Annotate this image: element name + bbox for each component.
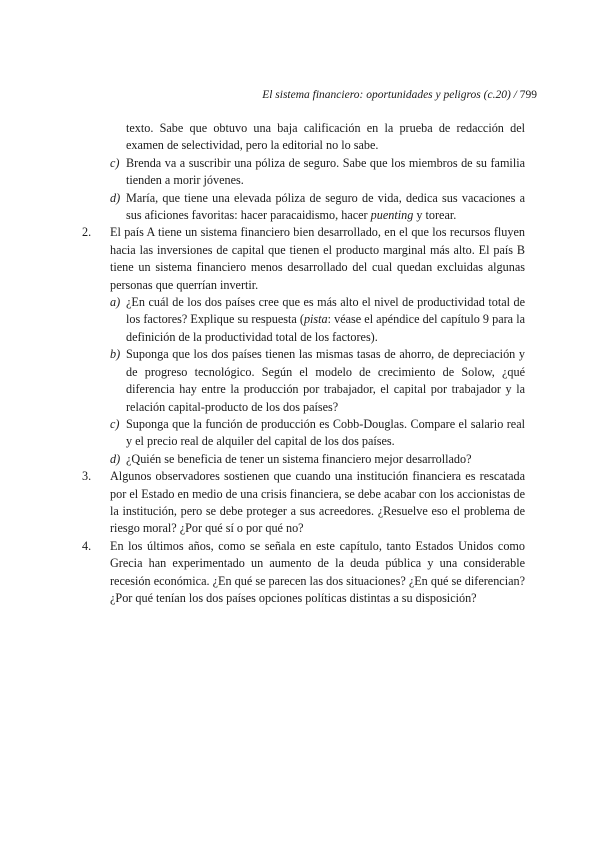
question-number: 3. — [82, 469, 92, 484]
item-text: María, que tiene una elevada póliza de seguro de vida, dedica sus vacaciones a sus aficiones favoritas: hacer paracaidismo, hacer — [126, 190, 525, 223]
question-text: En los últimos años, como se señala en este capítulo, tanto Estados Unidos como Grecia han experimentado un aumento de la deuda pública y una considerable recesión económica. ¿En qué se parecen las dos situaciones? ¿En qué se diferencian? ¿Por qué tenían los dos países opciones políticas distintas a su disposición? — [110, 538, 525, 605]
item-c-prev — [96, 155, 525, 190]
q2-item-c — [110, 416, 525, 451]
question-2 — [82, 224, 525, 468]
q2-item-b — [110, 346, 525, 416]
item-text-italic: pista — [303, 312, 328, 327]
item-label: c) — [110, 155, 120, 170]
item-text: ¿Quién se beneficia de tener un sistema financiero mejor desarrollado? — [126, 451, 472, 466]
item-text: Brenda va a suscribir una póliza de seguro. Sabe que los miembros de su familia tienden a morir jóvenes. — [126, 155, 525, 188]
question-number: 2. — [82, 225, 92, 240]
question-3 — [82, 468, 525, 538]
item-text: ¿En cuál de los dos países cree que es más alto el nivel de productividad total de los factores? Explique su respuesta ( — [126, 295, 525, 327]
running-title: El sistema financiero: oportunidades y peligros (c.20) — [262, 89, 511, 101]
item-label: b) — [110, 347, 121, 362]
q2-item-a — [110, 294, 525, 346]
item-text: Suponga que los dos países tienen las mismas tasas de ahorro, de depreciación y de progreso tecnológico. Según el modelo de crecimiento de Solow, ¿qué diferencia hay entre la producción por trabajador, el capital por trabajador y la relación capital-producto de los dos países? — [126, 347, 525, 414]
continuation-text: texto. Sabe que obtuvo una baja calificación en la prueba de redacción del examen de selectividad, pero la editorial no lo sabe. — [126, 121, 525, 153]
item-text-after: y torear. — [413, 208, 457, 223]
q2-item-d — [110, 451, 525, 468]
item-text-italic: puenting — [370, 208, 414, 223]
item-d-prev — [96, 190, 525, 225]
question-4 — [82, 538, 525, 608]
item-label: d) — [110, 190, 121, 205]
item-label: c) — [110, 416, 120, 431]
page-number: 799 — [519, 89, 537, 101]
item-text-after: : véase el apéndice del capítulo 9 para la definición de la productividad total de los factores). — [126, 312, 525, 344]
item-text: Suponga que la función de producción es Cobb-Douglas. Compare el salario real y el precio real de alquiler del capital de los dos países. — [126, 416, 525, 449]
question-text: El país A tiene un sistema financiero bien desarrollado, en el que los recursos fluyen hacia las inversiones de capital que tienen el producto marginal más alto. El país B tiene un sistema financiero menos desarrollado del cual quedan excluidas algunas personas que querrían invertir. — [110, 225, 525, 292]
question-text: Algunos observadores sostienen que cuando una institución financiera es rescatada por el Estado en medio de una crisis financiera, se debe acabar con los accionistas de la institución, pero se debe proteger a sus acreedores. ¿Resuelve eso el problema de riesgo moral? ¿Por qué sí o por qué no? — [110, 469, 525, 536]
running-header — [262, 89, 537, 101]
item-label: a) — [110, 295, 121, 310]
page-body — [82, 120, 525, 607]
item-label: d) — [110, 451, 121, 466]
question-number: 4. — [82, 538, 92, 553]
header-separator: / — [513, 89, 517, 101]
